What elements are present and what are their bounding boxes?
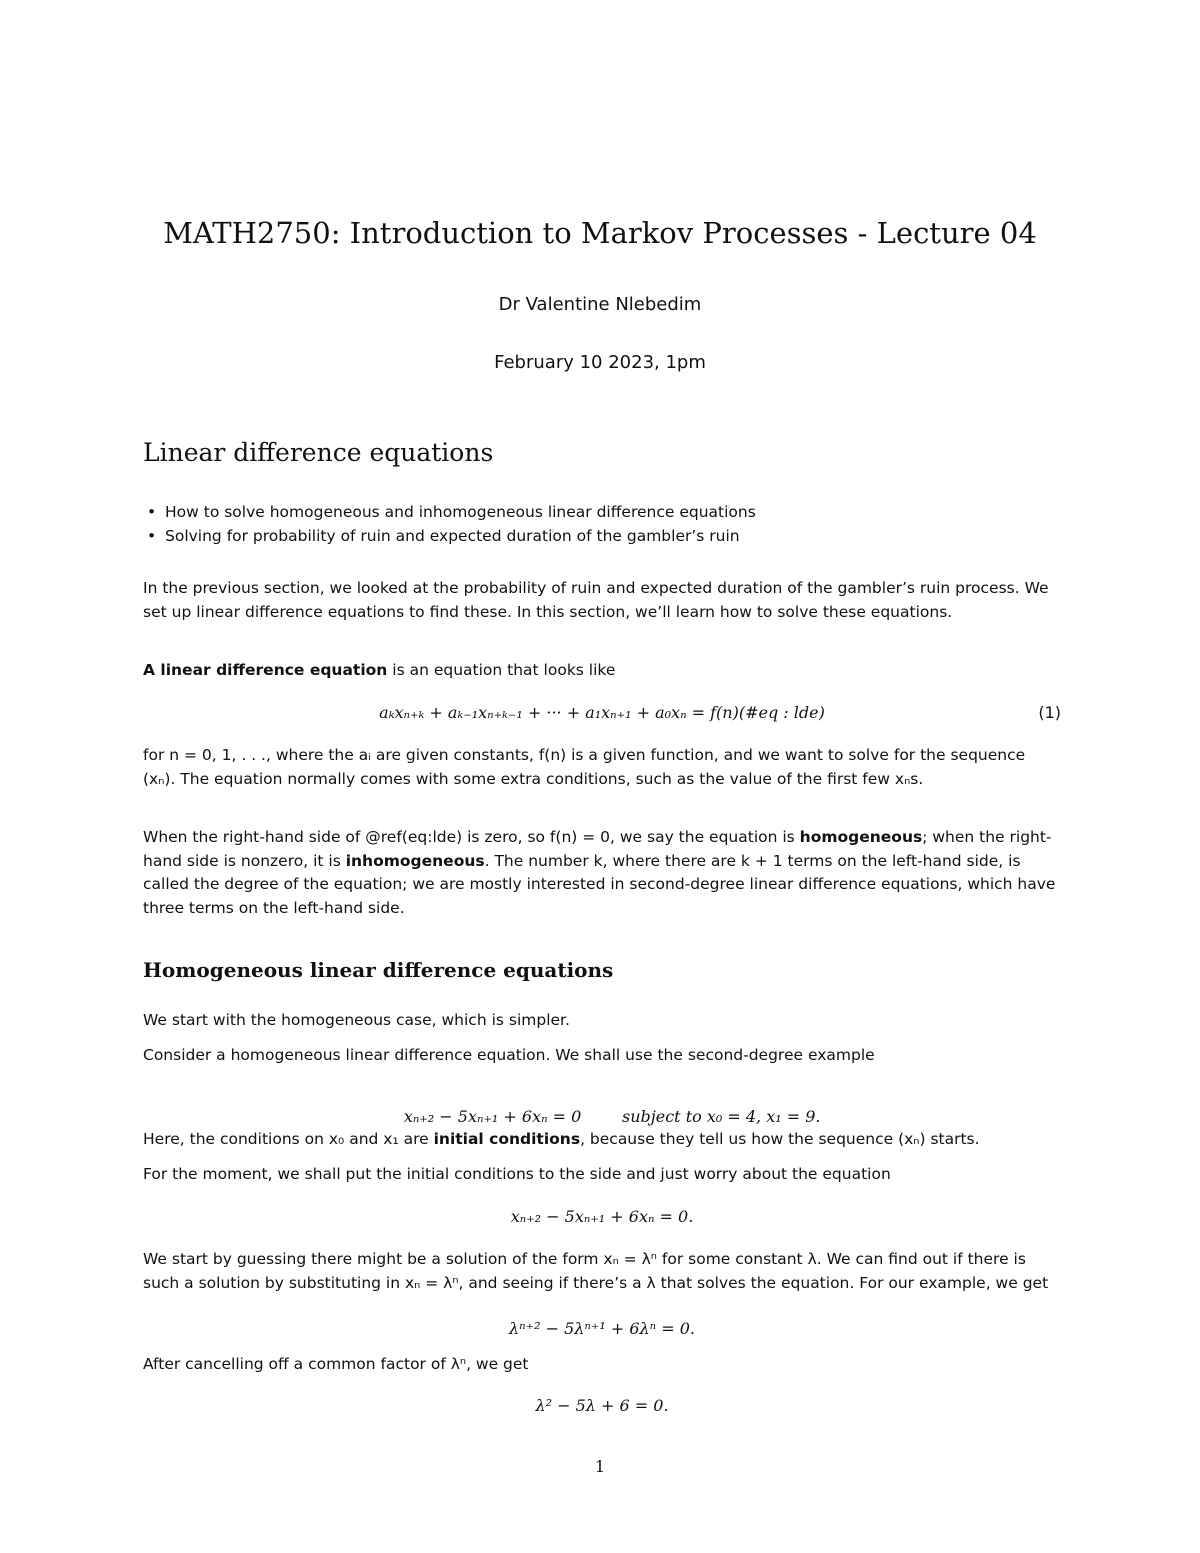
term-inhomogeneous: inhomogeneous bbox=[345, 851, 485, 870]
paragraph-example-intro: Consider a homogeneous linear difference equation. We shall use the second-degree example bbox=[143, 1046, 875, 1064]
list-item: • How to solve homogeneous and inhomogeneous linear difference equations bbox=[143, 500, 756, 524]
text-run: . The number k, where there are k + 1 terms on the left-hand side, is called the degree of the equation; we are mostly interested in second-degree linear difference equations, which have three terms on the left-hand side. bbox=[143, 851, 1056, 917]
author-name: Dr Valentine Nlebedim bbox=[498, 294, 702, 315]
defined-term: A linear difference equation bbox=[143, 661, 388, 679]
definition-text: is an equation that looks like bbox=[387, 661, 616, 679]
equation-characteristic bbox=[143, 1396, 1061, 1415]
text-run: When the right-hand side of @ref(eq:lde) is zero, so f(n) = 0, we say the equation is bbox=[143, 828, 800, 846]
list-item: • Solving for probability of ruin and expected duration of the gambler’s ruin bbox=[143, 524, 756, 548]
definition-paragraph bbox=[143, 659, 1061, 683]
page-number: 1 bbox=[594, 1457, 606, 1476]
equation-homogeneous bbox=[143, 1207, 1061, 1226]
equation-number: (1) bbox=[1038, 703, 1061, 722]
term-homogeneous: homogeneous bbox=[799, 828, 923, 846]
paragraph-conditions: for n = 0, 1, . . ., where the aᵢ are given constants, f(n) is a given function, and we want to solve for the sequence (xₙ). The equation normally comes with some extra conditions, such as the value of the first few xₙs. bbox=[143, 746, 1026, 788]
paragraph-equation-focus: For the moment, we shall put the initial conditions to the side and just worry about the equation bbox=[143, 1165, 891, 1183]
equation-body: xₙ₊₂ − 5xₙ₊₁ + 6xₙ = 0 subject to x₀ = 4, x₁ = 9. bbox=[403, 1107, 821, 1126]
paragraph-start: We start with the homogeneous case, which is simpler. bbox=[143, 1011, 570, 1029]
intro-paragraph: In the previous section, we looked at the probability of ruin and expected duration of the gambler’s ruin process. We set up linear difference equations to find these. In this section, we’ll learn how to solve these equations. bbox=[143, 579, 1049, 621]
equation-lde bbox=[143, 703, 1061, 722]
paragraph-guess: We start by guessing there might be a solution of the form xₙ = λⁿ for some constant λ. We can find out if there is such a solution by substituting in xₙ = λⁿ, and seeing if there’s a λ that solves the equation. For our example, we get bbox=[143, 1250, 1049, 1292]
paragraph-initial-conditions bbox=[143, 1128, 1061, 1152]
text-run: , because they tell us how the sequence (xₙ) starts. bbox=[580, 1130, 980, 1148]
paragraph-cancel: After cancelling off a common factor of λⁿ, we get bbox=[143, 1355, 529, 1373]
equation-body: λⁿ⁺² − 5λⁿ⁺¹ + 6λⁿ = 0. bbox=[509, 1319, 695, 1338]
document-title: MATH2750: Introduction to Markov Processes - Lecture 04 bbox=[163, 216, 1037, 250]
section-heading: Linear difference equations bbox=[143, 438, 494, 467]
equation-body: xₙ₊₂ − 5xₙ₊₁ + 6xₙ = 0. bbox=[510, 1207, 694, 1226]
lecture-date: February 10 2023, 1pm bbox=[494, 352, 706, 373]
paragraph-homogeneous-definition bbox=[143, 826, 1061, 920]
term-initial-conditions: initial conditions bbox=[433, 1130, 581, 1148]
text-run: Here, the conditions on x₀ and x₁ are bbox=[143, 1130, 434, 1148]
equation-substituted bbox=[143, 1319, 1061, 1338]
objectives-list bbox=[143, 500, 756, 548]
equation-body: aₖxₙ₊ₖ + aₖ₋₁xₙ₊ₖ₋₁ + ··· + a₁xₙ₊₁ + a₀xₙ = f(n)(#eq : lde) bbox=[379, 703, 825, 722]
subsection-heading: Homogeneous linear difference equations bbox=[143, 958, 614, 982]
text-run: ; when the right-hand side is nonzero, it is bbox=[143, 828, 1052, 870]
equation-body: λ² − 5λ + 6 = 0. bbox=[535, 1396, 669, 1415]
